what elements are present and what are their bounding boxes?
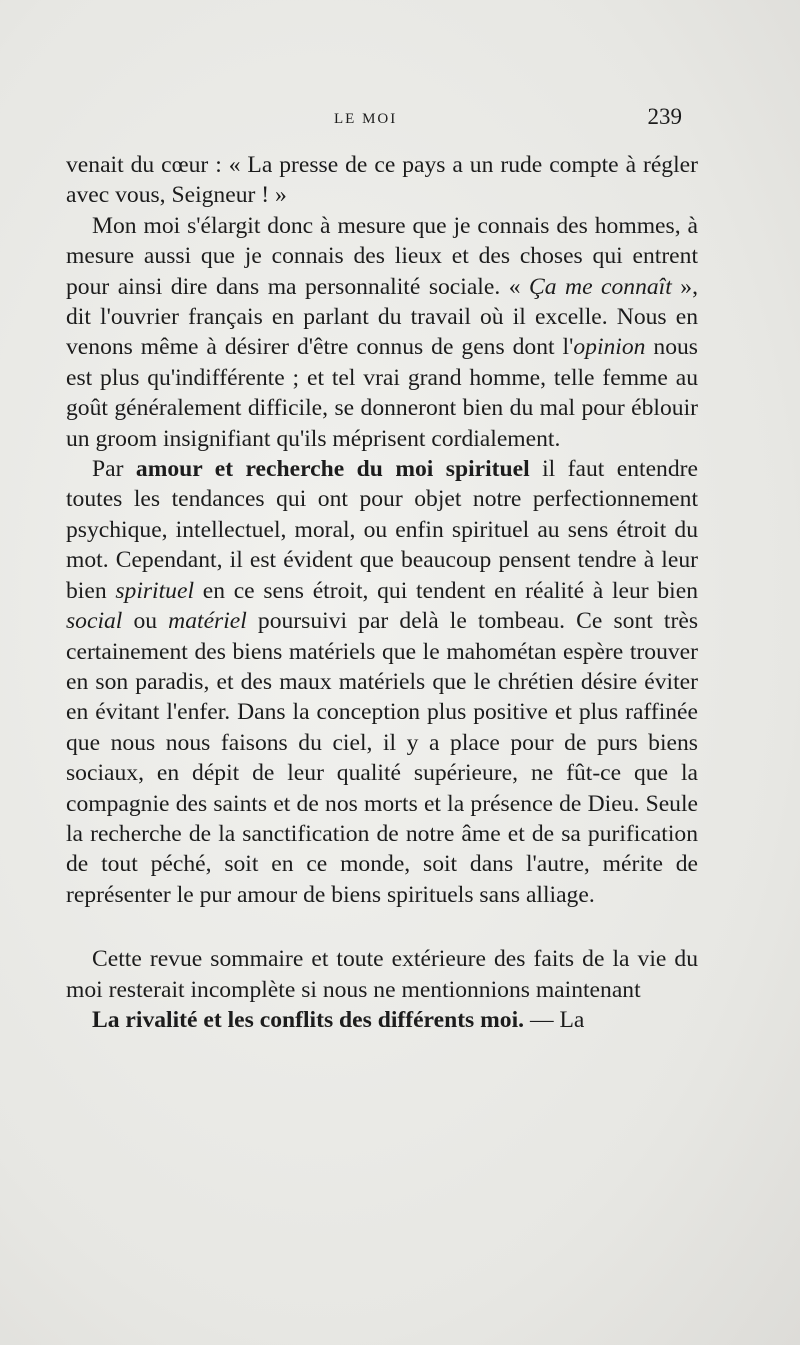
italic-run: spirituel (115, 577, 194, 604)
section-term: amour et recherche du moi spirituel (135, 456, 530, 483)
body-text (66, 150, 698, 1035)
running-title: LE MOI (334, 111, 398, 127)
text-run: Par (92, 456, 136, 483)
text-run: en ce sens étroit, qui tendent en réalité à leur bien (194, 577, 698, 604)
text-run: — La (524, 1006, 585, 1033)
italic-run: matériel (168, 608, 247, 635)
italic-run: Ça me connaît (529, 273, 672, 300)
text-run: Mon moi s'élargit donc à mesure que je connais des hommes, à mesure aussi que je connais des lieux et des choses qui entrent pour ainsi dire dans ma personnalité sociale. « (66, 212, 698, 300)
paragraph-rivalite (66, 1005, 698, 1035)
italic-run: opinion (573, 334, 646, 361)
text-run: », dit l'ouvrier français en parlant du travail où il excelle. Nous en venons même à désirer d'être connus de gens dont l' (66, 273, 698, 361)
text-run: poursuivi par delà le tombeau. Ce sont très certainement des biens matériels que le mahométan espère trouver en son paradis, et des maux matériels que le chrétien désire éviter en évitant l'enfer. Dans la conception plus positive et plus raffinée que nous nous faisons du ciel, il y a place pour de purs biens sociaux, en dépit de leur qualité supérieure, ne fût-ce que la compagnie des saints et de nos morts et la présence de Dieu. Seule la recherche de la sanctification de notre âme et de sa purification de tout péché, soit en ce monde, soit dans l'autre, mérite de représenter le pur amour de biens spirituels sans alliage. (66, 608, 699, 908)
paragraph-gap (66, 910, 698, 944)
paragraph-moi-spirituel (66, 454, 698, 910)
text-run: il faut entendre toutes les tendances qui ont pour objet notre perfectionnement psychique, intellectuel, moral, ou enfin spirituel au sens étroit du mot. Cependant, il est évident que beaucoup pensent tendre à leur bien (66, 456, 698, 604)
running-head (66, 104, 682, 134)
text-run: ou (122, 608, 169, 635)
paragraph-revue: Cette revue sommaire et toute extérieure des faits de la vie du moi resterait incomplète si nous ne mentionnions maintenant (66, 946, 698, 1003)
section-heading: La rivalité et les conflits des différents moi. (92, 1006, 525, 1033)
page-number: 239 (647, 104, 682, 129)
text-run: nous est plus qu'indifférente ; et tel vrai grand homme, telle femme au goût généralement difficile, se donneront bien du mal pour éblouir un groom insignifiant qu'ils méprisent cordialement. (66, 334, 698, 452)
paragraph-moi-social (66, 211, 698, 454)
paragraph-continuation: venait du cœur : « La presse de ce pays a un rude compte à régler avec vous, Seigneur ! » (66, 152, 698, 209)
italic-run: social (66, 608, 123, 635)
